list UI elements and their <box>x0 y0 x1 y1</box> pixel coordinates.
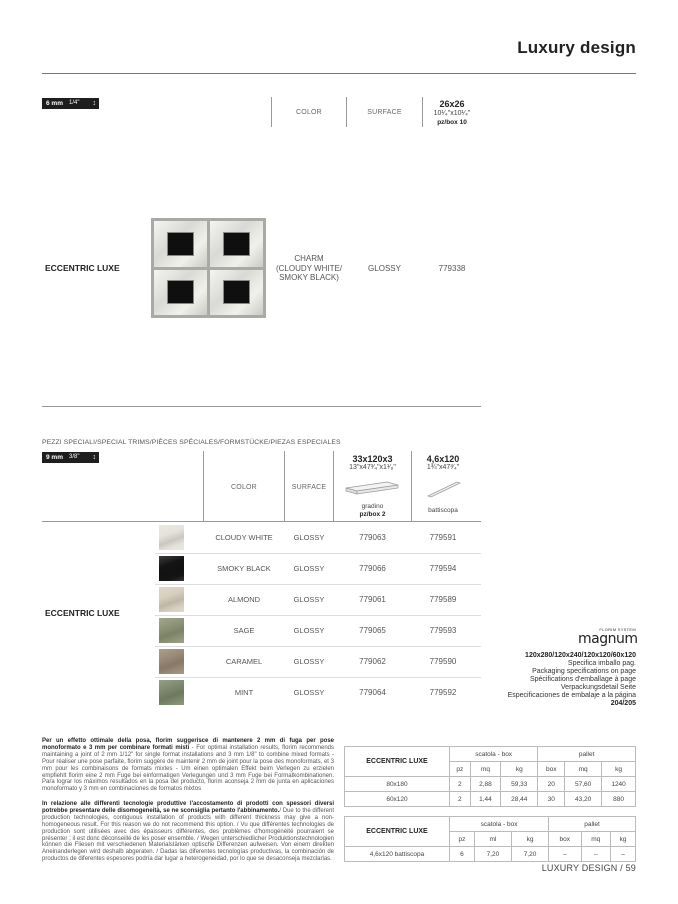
row-code-gradino: 779063 <box>359 533 386 542</box>
page-title: Luxury design <box>517 38 636 57</box>
swatch-mint <box>159 680 184 705</box>
page-footer: LUXURY DESIGN / 59 <box>541 863 636 873</box>
table-row <box>155 647 481 677</box>
row-code-gradino: 779066 <box>359 564 386 573</box>
swatch-caramel <box>159 649 184 674</box>
table-row <box>155 678 481 708</box>
thickness-inch: 1/4" <box>68 100 80 106</box>
thickness-mm: 6 mm <box>46 100 63 107</box>
table-row: 80x180 2 2,88 59,33 20 57,60 1240 <box>345 777 636 792</box>
magnum-logo: FLORIM SYSTEM magnum <box>578 627 638 647</box>
header-color: COLOR <box>231 484 257 491</box>
charm-mosaic-image <box>151 218 266 318</box>
header-color: COLOR <box>296 109 322 116</box>
row-code-gradino: 779061 <box>359 595 386 604</box>
packaging-table-trims: ECCENTRIC LUXE scatola - box pallet pz ml kg box mq kg 4,6x120 battiscopa 6 7,20 7,20 – – – <box>344 816 636 862</box>
magnum-packaging-info: 120x280/120x240/120x120/60x120 Specifica imballo pag. Packaging specifications on page Spécifications d'emballage à page Verpackungsdetail Seite Especificaciones de embalaje a la página 204/205 <box>470 652 636 708</box>
mosaic-tile <box>210 270 263 316</box>
size-26x26-inch: 10¹⁄₄"x10¹⁄₄" <box>433 110 471 117</box>
size-battiscopa: 4,6x120 <box>426 454 460 464</box>
table-row: 4,6x120 battiscopa 6 7,20 7,20 – – – <box>345 847 636 862</box>
row-color: CARAMEL <box>225 657 263 666</box>
row-code-battiscopa: 779589 <box>429 595 457 604</box>
row-surface: GLOSSY <box>293 533 325 542</box>
row-color: MINT <box>234 688 254 697</box>
magnum-sizes: 120x280/120x240/120x120/60x120 <box>525 652 636 659</box>
row-code-battiscopa: 779591 <box>429 533 457 542</box>
row-surface: GLOSSY <box>293 595 325 604</box>
row-surface: GLOSSY <box>293 688 325 697</box>
row-color: SAGE <box>233 626 255 635</box>
color-charm: CHARM (CLOUDY WHITE/ SMOKY BLACK) <box>275 254 343 282</box>
header-surface: SURFACE <box>291 484 327 491</box>
row-color: CLOUDY WHITE <box>215 533 273 542</box>
table-row <box>155 585 481 615</box>
packaging-table: ECCENTRIC LUXE scatola - box pallet pz mq kg box mq kg 80x180 2 2,88 59,33 20 57,60 1240 60x120 2 1,44 28,44 30 43,20 880 <box>344 746 636 807</box>
magnum-pages: 204/205 <box>610 700 636 707</box>
series-name: ECCENTRIC LUXE <box>45 263 120 273</box>
group-box: scatola - box <box>450 747 538 762</box>
product-code: 779338 <box>438 264 466 273</box>
title-divider <box>42 73 636 74</box>
thickness-badge-6mm <box>42 98 99 109</box>
table-series-name: ECCENTRIC LUXE <box>345 747 450 777</box>
row-code-gradino: 779064 <box>359 688 386 697</box>
group-box: scatola - box <box>450 817 549 832</box>
row-code-gradino: 779065 <box>359 626 386 635</box>
size-gradino-inch: 13"x47³⁄₄"x1¹⁄₈" <box>349 464 396 471</box>
gradino-step-icon <box>343 476 401 498</box>
row-surface: GLOSSY <box>293 657 325 666</box>
row-color: SMOKY BLACK <box>217 564 271 573</box>
mosaic-tile <box>154 270 207 316</box>
updown-arrow-icon: ↕ <box>92 454 96 461</box>
row-code-battiscopa: 779590 <box>429 657 457 666</box>
swatch-almond <box>159 587 184 612</box>
gradino-label: gradino <box>361 503 384 510</box>
thickness-note: In relazione alle differenti tecnologie produttive l'accostamento di prodotti con spessori diversi potrebbe presentare delle disomogeneità, se ne sconsiglia pertanto l'abbinamento./ Due to the different production technologies, contiguous installation of products with different thickness may give a non-homogeneous result. For this reason we do not recommend this option. / Vu que différentes technologies de production sont utilisées avec des épaisseurs différentes, des problèmes d'homogénéité pourraient se présenter ; il est donc déconseillé de les poser ensemble. / Wegen unterschiedlicher Produktionstechnologien können die Fliesen mit verschiedenen Materialstärken optische Differenzen aufweisen. Von einem direkten Aneinanderlegen wird deshalb abgeraten. / Dadas las diferentes tecnologías productivas, la combinación de productos de diferentes espesores podría dar lugar a heterogeneidad, por lo que se desaconseja mezclarlas. <box>42 801 335 863</box>
row-code-gradino: 779062 <box>359 657 386 666</box>
trims-header-divider <box>42 521 481 522</box>
row-surface: GLOSSY <box>293 564 325 573</box>
section-divider <box>42 406 481 407</box>
battiscopa-skirting-icon <box>425 478 463 500</box>
swatch-cloudy-white <box>159 525 184 550</box>
size-26x26: 26x26 <box>439 99 465 109</box>
group-pallet: pallet <box>549 817 636 832</box>
table-row <box>155 523 481 553</box>
battiscopa-label: battiscopa <box>428 507 458 514</box>
row-surface: GLOSSY <box>293 626 325 635</box>
size-battiscopa-inch: 1¾"x47³⁄₄" <box>426 464 460 471</box>
row-color: ALMOND <box>227 595 261 604</box>
group-pallet: pallet <box>538 747 636 762</box>
updown-arrow-icon: ↕ <box>92 100 96 107</box>
mosaic-tile <box>210 221 263 267</box>
size-26x26-pzbox: pz/box 10 <box>437 119 467 126</box>
table-row <box>155 616 481 646</box>
thickness-badge-9mm <box>42 452 99 463</box>
series-name: ECCENTRIC LUXE <box>45 608 120 618</box>
gradino-pzbox: pz/box 2 <box>359 511 386 518</box>
swatch-sage <box>159 618 184 643</box>
table-series-name: ECCENTRIC LUXE <box>345 817 450 847</box>
swatch-smoky-black <box>159 556 184 581</box>
row-code-battiscopa: 779592 <box>429 688 457 697</box>
special-trims-label: PEZZI SPECIALI/SPECIAL TRIMS/PIÈCES SPÉCIALES/FORMSTÜCKE/PIEZAS ESPECIALES <box>42 439 341 446</box>
row-code-battiscopa: 779593 <box>429 626 457 635</box>
header-surface: SURFACE <box>367 109 402 116</box>
thickness-mm: 9 mm <box>46 454 63 461</box>
size-gradino: 33x120x3 <box>352 454 393 464</box>
surface-glossy: GLOSSY <box>368 264 401 273</box>
table-row: 60x120 2 1,44 28,44 30 43,20 880 <box>345 792 636 807</box>
table-row <box>155 554 481 584</box>
joint-note: Per un effetto ottimale della posa, florim suggerisce di mantenere 2 mm di fuga per pose monoformato e 3 mm per combinare formati misti - For optimal installation results, florim recommends maintaining a joint of 2 mm 1/12" for single format installations and 3 mm 1/8" to combine mixed formats - Pour réaliser une pose parfaite, florim suggère de maintenir 2 mm de joint pour la pose des monoformats, et 3 mm pour les combinaisons de formats mixtes - Um einen optimalen Effekt beim Verlegen zu erzielen empfiehlt florim eine 2 mm Fuge bei einformatigen Verlegungen und 3 mm Fuge bei Formatkombinationen. Para lograr los máximos resultados en la posa del producto, florim aconseja 2 mm de junta en aplicaciones monoformato y 3 mm en combinaciones de formatos mixtos <box>42 738 334 793</box>
mosaic-tile <box>154 221 207 267</box>
thickness-inch: 3/8" <box>68 454 80 460</box>
row-code-battiscopa: 779594 <box>429 564 457 573</box>
